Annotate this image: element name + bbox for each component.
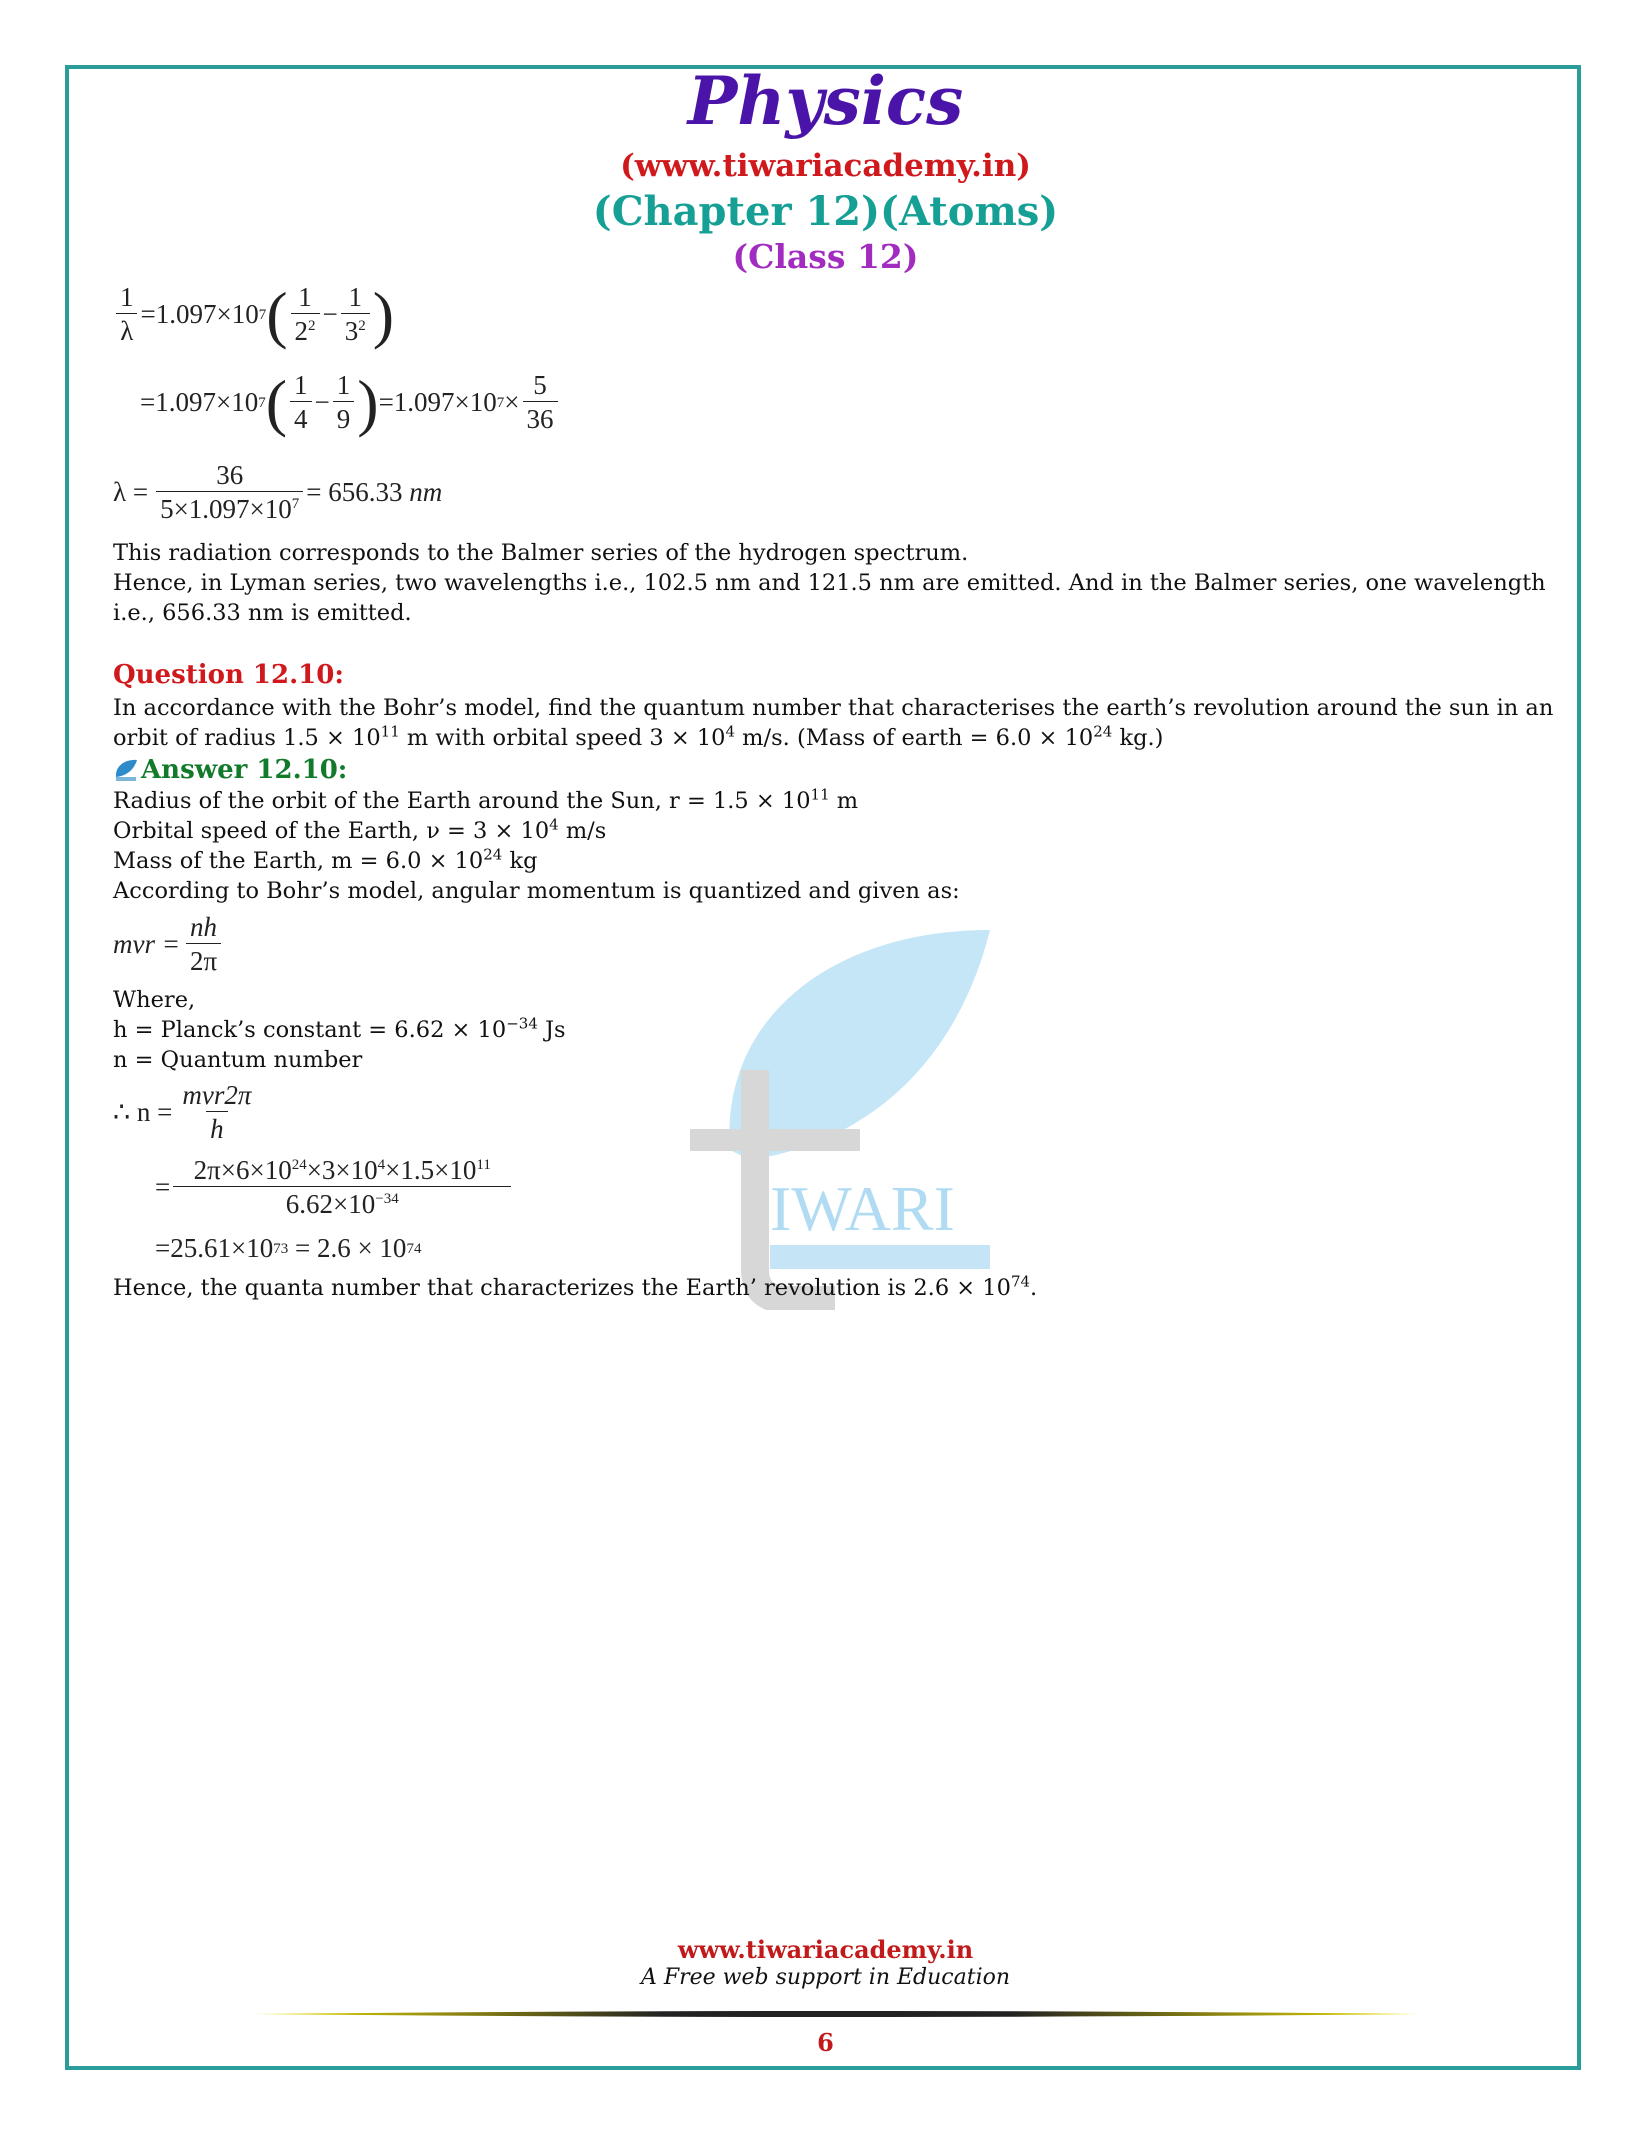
page-title: Physics <box>687 62 964 140</box>
page-number: 6 <box>817 2028 834 2057</box>
conclusion-text: Hence, the quanta number that characterizes the Earth’ revolution is $2.6 \times 10^{74}$. <box>113 1272 1038 1301</box>
equation-n-result: =25.61×10 73 = 2.6 × 10 74 <box>155 1233 422 1263</box>
equation-expanded: =1.097×10 7 ( $\frac{1}{4}$ − $\frac{1}{9}$ ) =1.097×10 7 × $\frac{5}{36}$ <box>140 370 561 435</box>
equation-reciprocal-wavelength: $\frac{1}{\lambda}$ =1.097×10 7 ( $\frac{1}{2^2}$ − $\frac{1}{3^2}$ ) <box>113 282 394 347</box>
answer-radius: Radius of the orbit of the Earth around the Sun, $r = 1.5 \times 10^{11}$ m <box>113 785 859 814</box>
equation-angular-momentum: mvr = $\frac{nh}{2\pi}$ <box>113 912 224 977</box>
watermark-text: IWARI <box>770 1173 955 1244</box>
tiwari-leaf-icon <box>113 757 139 783</box>
answer-speed: Orbital speed of the Earth, $\nu = 3 \times 10^4$ m/s <box>113 815 607 844</box>
equation-wavelength-result: λ = $\frac{36}{5\times 1.097\times 10^7}$ = 656.33 nm <box>113 460 443 524</box>
question-text: In accordance with the Bohr’s model, find the quantum number that characterises the earth’s revolution around the sun in an orbit of radius $1.5 \times 10^{11}$ m with orbital speed $3 \times 10^4$ m/s. (Mass of earth = $6.0 \times 10^{24}$ kg.) <box>113 695 1554 751</box>
question-heading: Question 12.10: <box>113 660 344 690</box>
planck-constant: h = Planck’s constant = $6.62 \times 10^{-34}$ Js <box>113 1014 566 1043</box>
footer-tagline: A Free web support in Education <box>640 1965 1011 1990</box>
balmer-paragraph: This radiation corresponds to the Balmer series of the hydrogen spectrum. <box>113 540 969 566</box>
summary-paragraph: Hence, in Lyman series, two wavelengths i.e., 102.5 nm and 121.5 nm are emitted. And in the Balmer series, one wavelength i.e., 656.33 nm is emitted. <box>113 570 1546 626</box>
tiwari-watermark-logo <box>660 910 1000 1310</box>
chapter-heading: (Chapter 12)(Atoms) <box>592 188 1059 235</box>
class-heading: (Class 12) <box>732 237 919 276</box>
header-site-link[interactable]: (www.tiwariacademy.in) <box>620 148 1031 184</box>
equation-n-formula: ∴ n = $\frac{\text{mvr2π}}{h}$ <box>113 1080 252 1144</box>
footer-divider <box>255 2010 1420 2018</box>
answer-bohr-line: According to Bohr’s model, angular momentum is quantized and given as: <box>113 878 960 904</box>
equation-n-substituted: = $\frac{2\pi\times 6\times 10^{24}\times 3\times 10^4\times 1.5\times 10^{11}}{6.62\times 10^{-34}}$ <box>155 1155 514 1220</box>
answer-mass: Mass of the Earth, $m = 6.0 \times 10^{24}$ kg <box>113 845 538 874</box>
quantum-number-def: n = Quantum number <box>113 1047 363 1073</box>
answer-heading: Answer 12.10: <box>113 755 347 785</box>
footer-site-link[interactable]: www.tiwariacademy.in <box>677 1935 974 1964</box>
where-label: Where, <box>113 987 196 1013</box>
